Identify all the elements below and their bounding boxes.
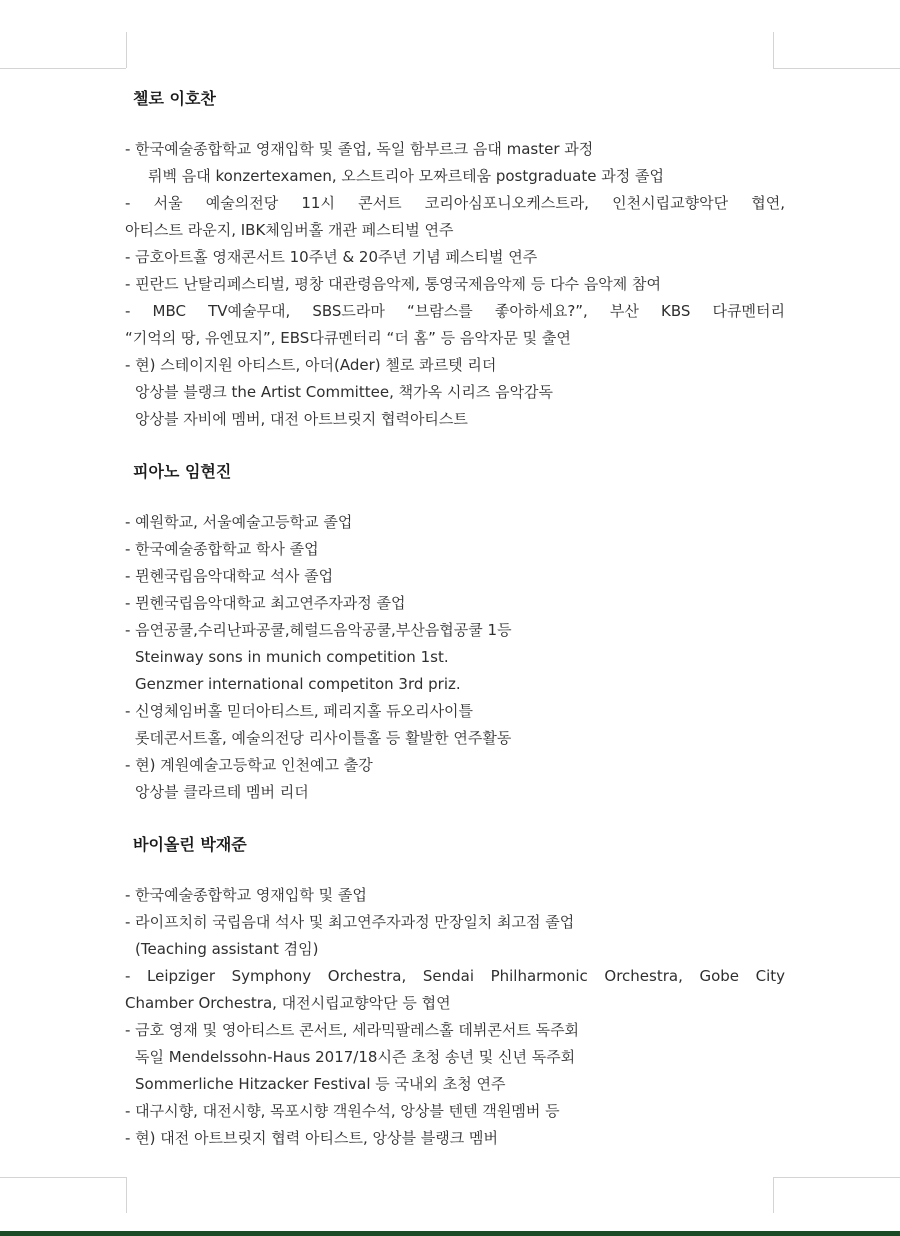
- section-violin: [125, 832, 785, 1152]
- bio-line: - 한국예술종합학교 영재입학 및 졸업: [125, 886, 367, 904]
- bio-line: - 현) 계원예술고등학교 인천예고 출강: [125, 756, 373, 774]
- bio-line: - 금호 영재 및 영아티스트 콘서트, 세라믹팔레스홀 데뷔콘서트 독주회: [125, 1021, 580, 1039]
- section-piano: [125, 459, 785, 806]
- bio-line: 앙상블 자비에 멤버, 대전 아트브릿지 협력아티스트: [135, 410, 468, 428]
- bio-line: 뤼벡 음대 konzertexamen, 오스트리아 모짜르테움 postgraduate 과정 졸업: [148, 167, 664, 185]
- bio-line: - 서울 예술의전당 11시 콘서트 코리아심포니오케스트라, 인천시립교향악단 협연,: [125, 194, 785, 212]
- bio-line: 롯데콘서트홀, 예술의전당 리사이틀홀 등 활발한 연주활동: [135, 729, 512, 747]
- bio-line: - 현) 대전 아트브릿지 협력 아티스트, 앙상블 블랭크 멤버: [125, 1129, 498, 1147]
- bio-line: - 라이프치히 국립음대 석사 및 최고연주자과정 만장일치 최고점 졸업: [125, 913, 575, 931]
- bio-line: - 뮌헨국립음악대학교 최고연주자과정 졸업: [125, 594, 406, 612]
- section-heading: 피아노 임현진: [133, 462, 232, 481]
- bio-line: 독일 Mendelssohn-Haus 2017/18시즌 초청 송년 및 신년 독주회: [135, 1048, 576, 1066]
- bio-line: 앙상블 클라르테 멤버 리더: [135, 783, 309, 801]
- bio-line: - MBC TV예술무대, SBS드라마 “브람스를 좋아하세요?”, 부산 KBS 다큐멘터리: [125, 302, 785, 320]
- bio-line: - 한국예술종합학교 영재입학 및 졸업, 독일 함부르크 음대 master 과정: [125, 140, 594, 158]
- bio-line: 앙상블 블랭크 the Artist Committee, 책가옥 시리즈 음악감독: [135, 383, 554, 401]
- bio-line: - Leipziger Symphony Orchestra, Sendai Philharmonic Orchestra, Gobe City: [125, 967, 785, 985]
- bio-line: - 뮌헨국립음악대학교 석사 졸업: [125, 567, 334, 585]
- document-body: [125, 86, 785, 1178]
- bio-line: - 음연공쿨,수리난파공쿨,헤럴드음악공쿨,부산음협공쿨 1등: [125, 621, 512, 639]
- bio-line: Steinway sons in munich competition 1st.: [135, 648, 449, 666]
- section-heading: 바이올린 박재준: [133, 835, 247, 854]
- bio-line: - 신영체임버홀 믿더아티스트, 페리지홀 듀오리사이틀: [125, 702, 474, 720]
- bio-line: Chamber Orchestra, 대전시립교향악단 등 협연: [125, 994, 451, 1012]
- bio-line: Sommerliche Hitzacker Festival 등 국내외 초청 연주: [135, 1075, 506, 1093]
- bio-line: - 금호아트홀 영재콘서트 10주년 & 20주년 기념 페스티벌 연주: [125, 248, 538, 266]
- bio-line: - 핀란드 난탈리페스티벌, 평창 대관령음악제, 통영국제음악제 등 다수 음악제 참여: [125, 275, 662, 293]
- bio-line: - 예원학교, 서울예술고등학교 졸업: [125, 513, 353, 531]
- bio-line: (Teaching assistant 겸임): [135, 940, 319, 958]
- bio-line: Genzmer international competiton 3rd priz.: [135, 675, 461, 693]
- bio-line: - 현) 스테이지원 아티스트, 아더(Ader) 첼로 콰르텟 리더: [125, 356, 497, 374]
- bottom-bar: [0, 1231, 900, 1236]
- section-cello: [125, 86, 785, 433]
- section-heading: 첼로 이호찬: [133, 89, 216, 108]
- bio-line: “기억의 땅, 유엔묘지”, EBS다큐멘터리 “더 홈” 등 음악자문 및 출연: [125, 329, 571, 347]
- bio-line: 아티스트 라운지, IBK체임버홀 개관 페스티벌 연주: [125, 221, 454, 239]
- bio-line: - 한국예술종합학교 학사 졸업: [125, 540, 319, 558]
- bio-line: - 대구시향, 대전시향, 목포시향 객원수석, 앙상블 텐텐 객원멤버 등: [125, 1102, 560, 1120]
